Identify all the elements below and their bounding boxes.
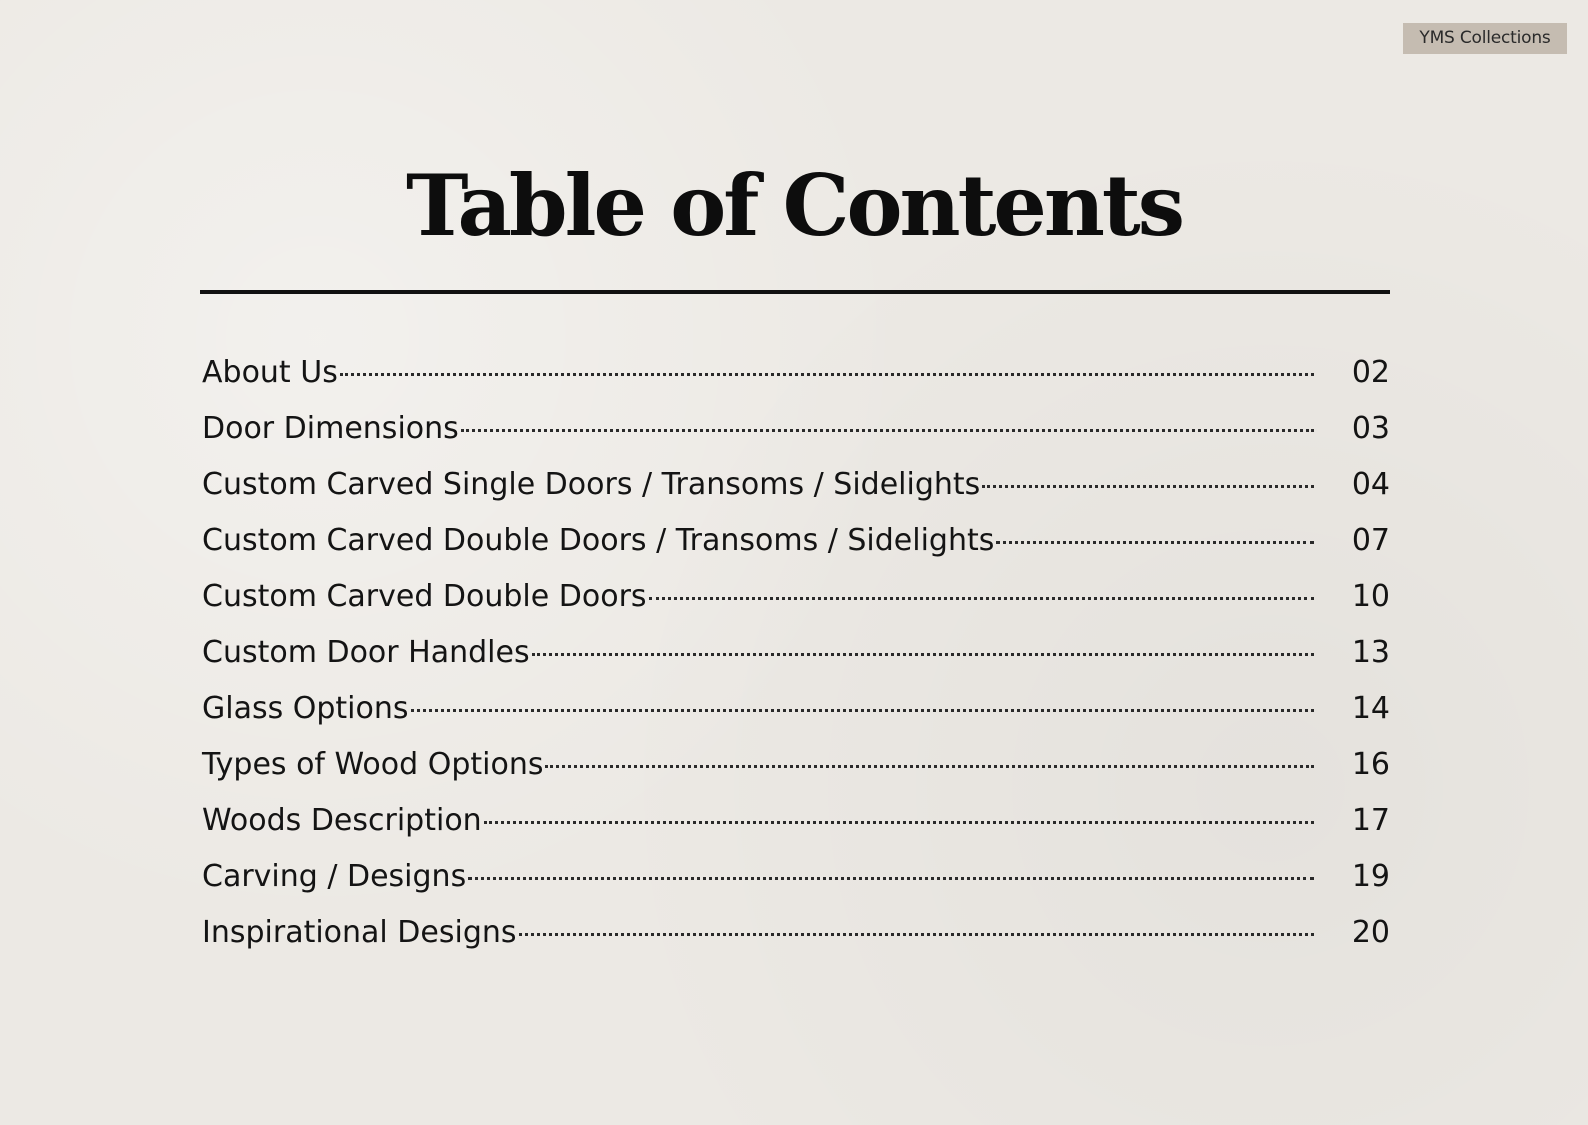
toc-item-page-number: 07 <box>1351 523 1390 558</box>
toc-item-page-number: 19 <box>1351 859 1390 894</box>
dot-leader <box>982 485 1314 488</box>
toc-item-page-number: 04 <box>1351 467 1390 502</box>
toc-item-label: Carving / Designs <box>202 859 467 894</box>
toc-item-page-number: 14 <box>1351 691 1390 726</box>
dot-leader <box>649 597 1314 600</box>
toc-item-inspirational-designs[interactable] <box>202 908 1390 964</box>
toc-item-label: Inspirational Designs <box>202 915 517 950</box>
toc-item-label: Custom Carved Double Doors <box>202 579 647 614</box>
toc-item-door-dimensions[interactable] <box>202 404 1390 460</box>
toc-item-glass-options[interactable] <box>202 684 1390 740</box>
table-of-contents <box>202 348 1390 964</box>
toc-item-page-number: 03 <box>1351 411 1390 446</box>
toc-item-double-doors-transoms[interactable] <box>202 516 1390 572</box>
toc-item-page-number: 20 <box>1351 915 1390 950</box>
dot-leader <box>519 933 1314 936</box>
toc-item-single-doors[interactable] <box>202 460 1390 516</box>
dot-leader <box>461 429 1314 432</box>
toc-item-door-handles[interactable] <box>202 628 1390 684</box>
toc-item-label: Custom Carved Single Doors / Transoms / Sidelights <box>202 467 981 502</box>
toc-item-label: Custom Carved Double Doors / Transoms / Sidelights <box>202 523 995 558</box>
dot-leader <box>532 653 1314 656</box>
title-divider <box>200 290 1390 294</box>
toc-item-label: Types of Wood Options <box>202 747 544 782</box>
dot-leader <box>468 877 1314 880</box>
toc-item-page-number: 17 <box>1351 803 1390 838</box>
toc-item-page-number: 13 <box>1351 635 1390 670</box>
toc-item-label: Glass Options <box>202 691 409 726</box>
dot-leader <box>996 541 1314 544</box>
toc-item-page-number: 10 <box>1351 579 1390 614</box>
toc-item-wood-options[interactable] <box>202 740 1390 796</box>
brand-badge: YMS Collections <box>1403 23 1567 54</box>
dot-leader <box>411 709 1314 712</box>
page-title: Table of Contents <box>406 156 1182 255</box>
toc-item-carving-designs[interactable] <box>202 852 1390 908</box>
dot-leader <box>484 821 1314 824</box>
dot-leader <box>340 373 1314 376</box>
toc-item-page-number: 02 <box>1351 355 1390 390</box>
toc-item-page-number: 16 <box>1351 747 1390 782</box>
toc-item-about-us[interactable] <box>202 348 1390 404</box>
toc-item-label: Woods Description <box>202 803 482 838</box>
toc-item-label: About Us <box>202 355 338 390</box>
toc-item-label: Custom Door Handles <box>202 635 530 670</box>
toc-item-label: Door Dimensions <box>202 411 459 446</box>
dot-leader <box>545 765 1314 768</box>
toc-item-double-doors[interactable] <box>202 572 1390 628</box>
toc-item-woods-description[interactable] <box>202 796 1390 852</box>
